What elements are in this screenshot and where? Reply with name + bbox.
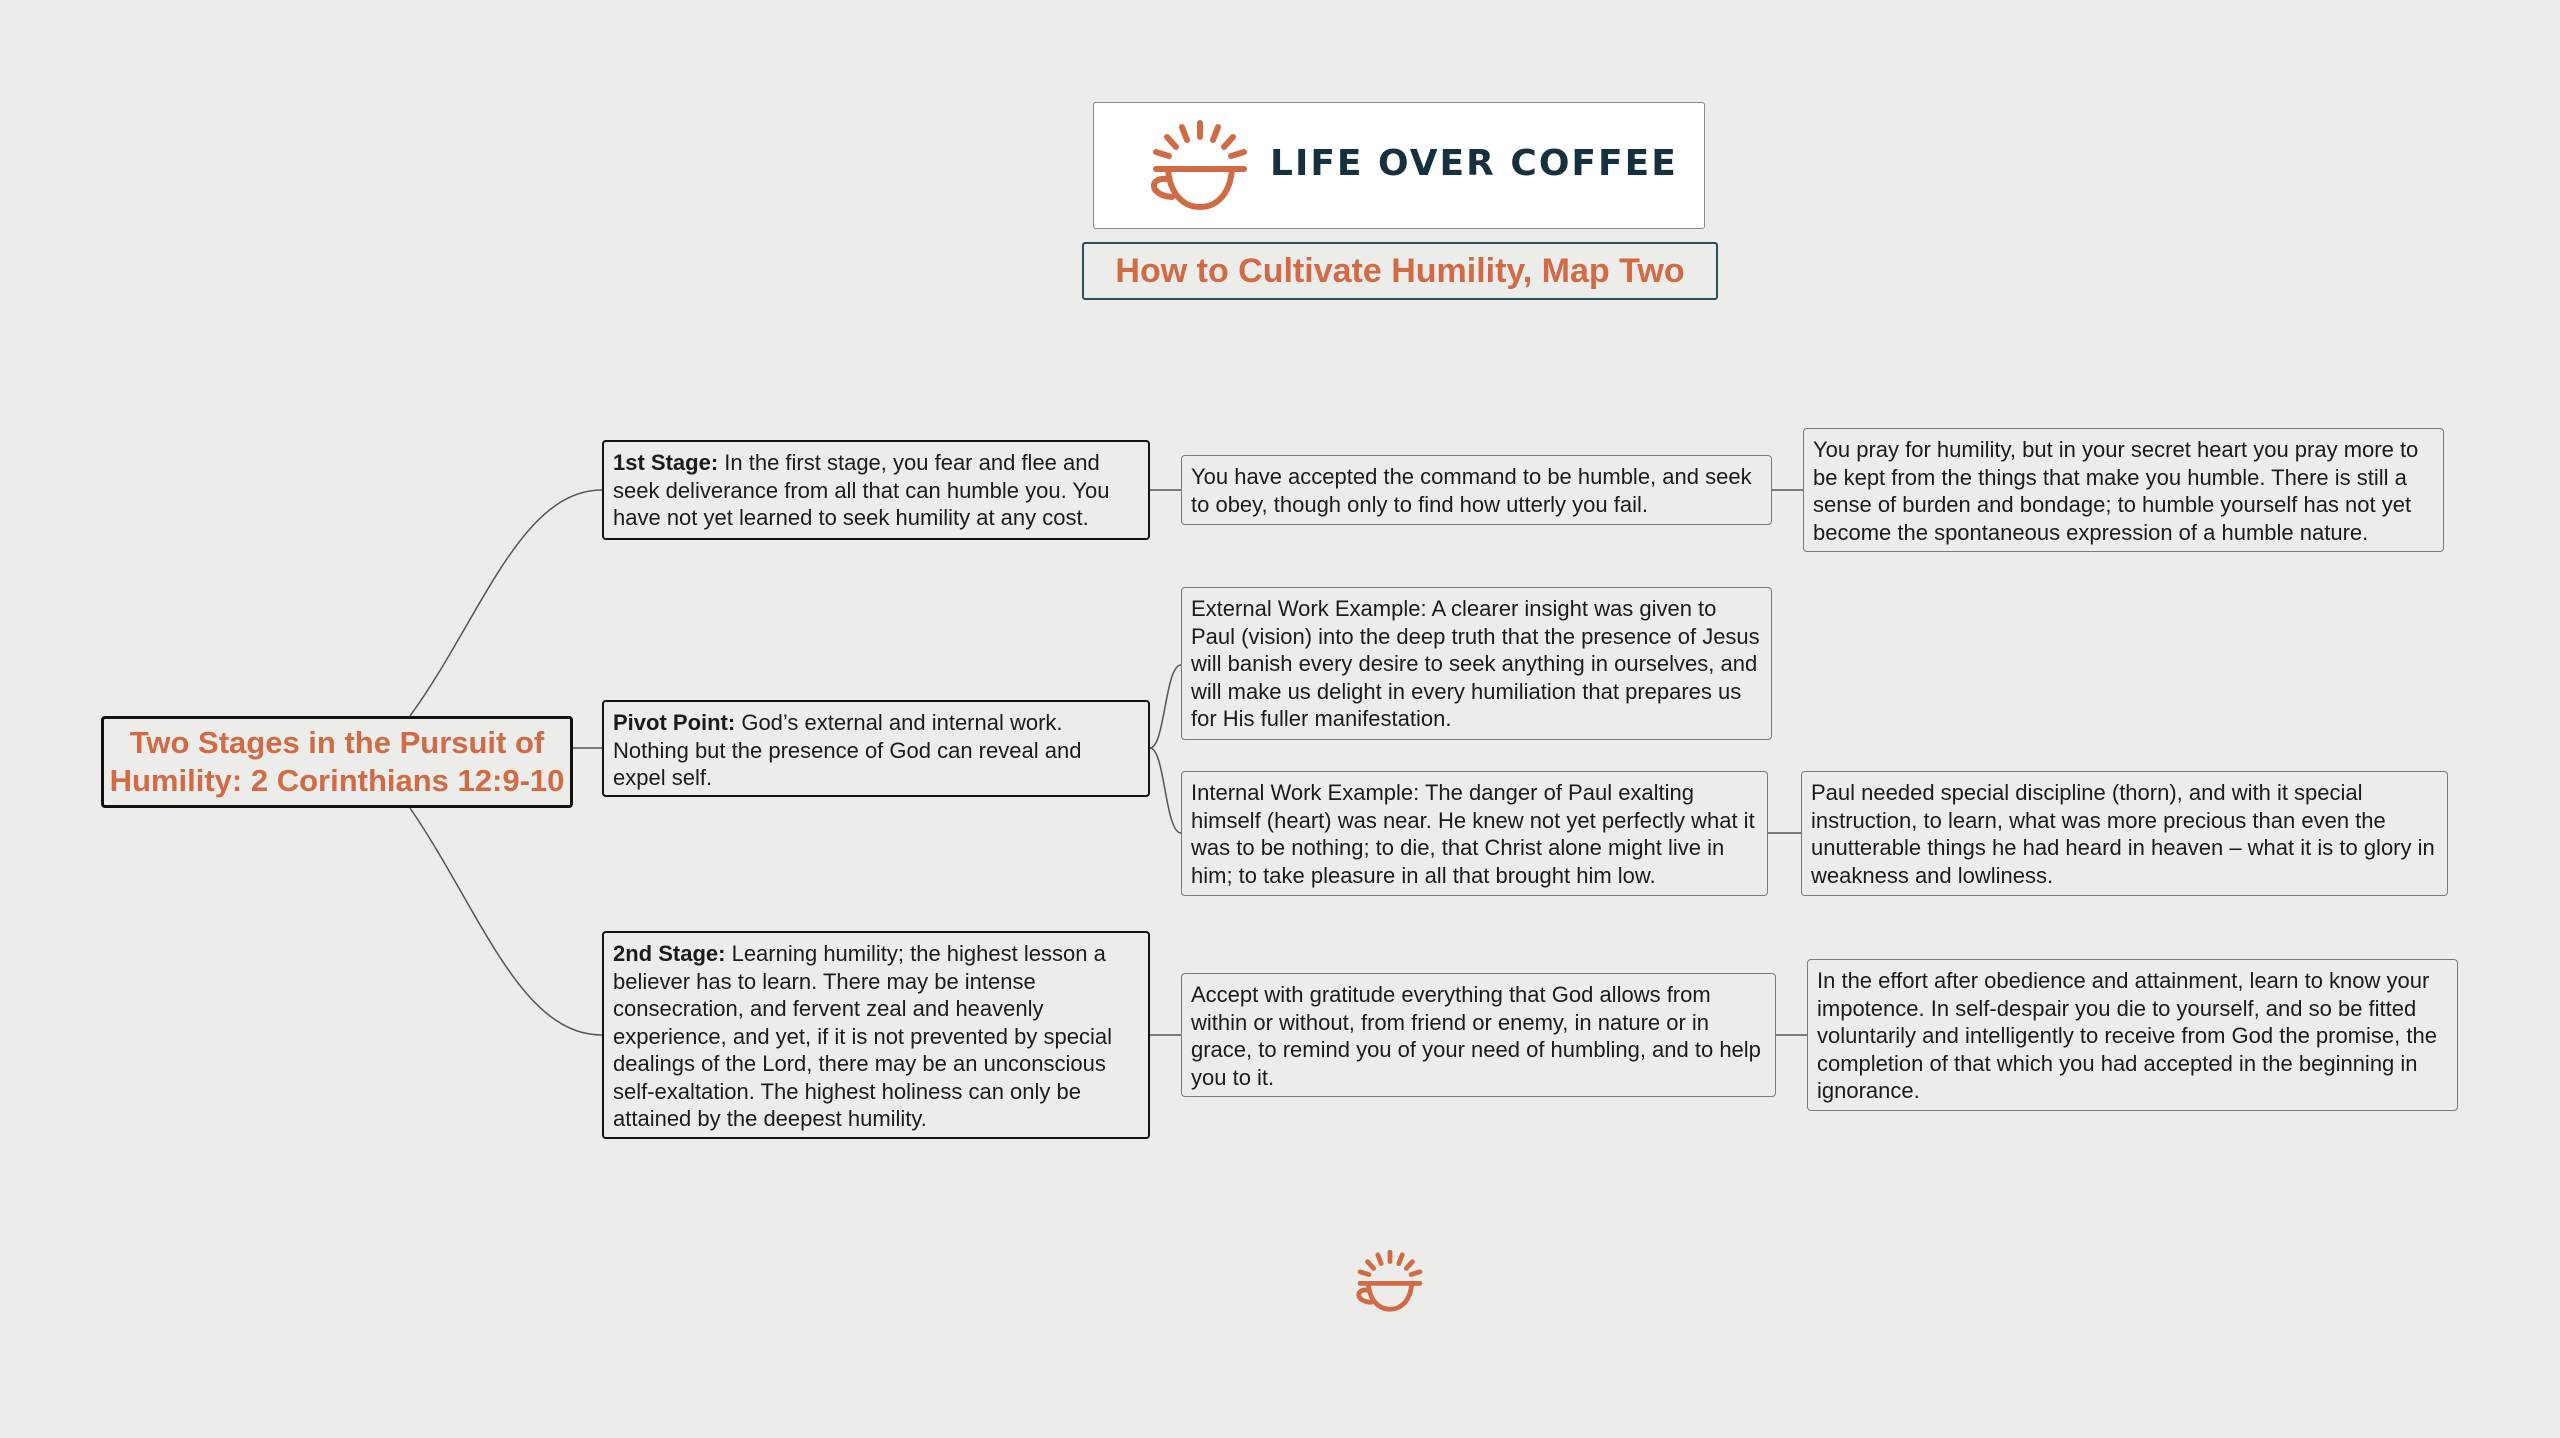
subtopic-accept-gratitude[interactable]: Accept with gratitude everything that God allows from within or without, from friend or enemy, in nature or in grace, to remind you of your need of humbling, and to help you to it. — [1181, 973, 1776, 1097]
topic-stage-1[interactable] — [602, 440, 1150, 540]
subtopic-external-work[interactable]: External Work Example: A clearer insight was given to Paul (vision) into the deep truth that the presence of Jesus will banish every desire to seek anything in ourselves, and will make us delight in every humiliation that prepares us for His fuller manifestation. — [1181, 587, 1772, 740]
subtopic-internal-work[interactable]: Internal Work Example: The danger of Paul exalting himself (heart) was near. He knew not yet perfectly what it was to be nothing; to die, that Christ alone might live in him; to take pleasure in all that brought him low. — [1181, 771, 1768, 896]
connector-pivot-internal — [1150, 748, 1181, 833]
subtopic-special-discipline[interactable]: Paul needed special discipline (thorn), and with it special instruction, to learn, what was more precious than even the unutterable things he had heard in heaven – what it is to glory in weakness and lowliness. — [1801, 771, 2448, 896]
topic-stage-2[interactable] — [602, 931, 1150, 1139]
stage-1-label: 1st Stage: — [613, 450, 719, 475]
stage-1-text: In the first stage, you fear and flee and seek deliverance from all that can humble you. You have not yet learned to seek humility at any cost. — [613, 450, 1110, 530]
subtopic-stage-1-accepted[interactable]: You have accepted the command to be humble, and seek to obey, though only to find how utterly you fail. — [1181, 455, 1772, 525]
topic-pivot-point[interactable] — [602, 700, 1150, 797]
stage-2-label: 2nd Stage: — [613, 941, 726, 966]
connector-root-stage2 — [410, 808, 602, 1035]
subtopic-know-impotence[interactable]: In the effort after obedience and attainment, learn to know your impotence. In self-despair you die to yourself, and so be fitted voluntarily and intelligently to receive from God the promise, the completion of that which you had accepted in the beginning in ignorance. — [1807, 959, 2458, 1111]
connector-pivot-external — [1150, 665, 1181, 748]
connector-root-stage1 — [410, 490, 602, 716]
stage-2-text: Learning humility; the highest lesson a believer has to learn. There may be intense consecration, and fervent zeal and heavenly experience, and yet, if it is not prevented by special dealings of the Lord, there may be an unconscious self-exaltation. The highest holiness can only be attained by the deepest humility. — [613, 941, 1112, 1131]
map-title: How to Cultivate Humility, Map Two — [1082, 242, 1718, 300]
subtopic-stage-1-prayer[interactable]: You pray for humility, but in your secret heart you pray more to be kept from the things that make you humble. There is still a sense of burden and bondage; to humble yourself has not yet become the spontaneous expression of a humble nature. — [1803, 428, 2444, 552]
brand-name: LIFE OVER COFFEE — [1270, 143, 1678, 184]
coffee-cup-sunrise-icon — [1142, 117, 1258, 217]
pivot-label: Pivot Point: — [613, 710, 736, 735]
root-topic[interactable]: Two Stages in the Pursuit of Humility: 2 Corinthians 12:9-10 — [101, 716, 573, 808]
brand-logo-card — [1093, 102, 1705, 229]
coffee-cup-sunrise-icon — [1350, 1248, 1430, 1316]
pivot-text: God’s external and internal work. Nothing but the presence of God can reveal and expel self. — [613, 710, 1082, 790]
